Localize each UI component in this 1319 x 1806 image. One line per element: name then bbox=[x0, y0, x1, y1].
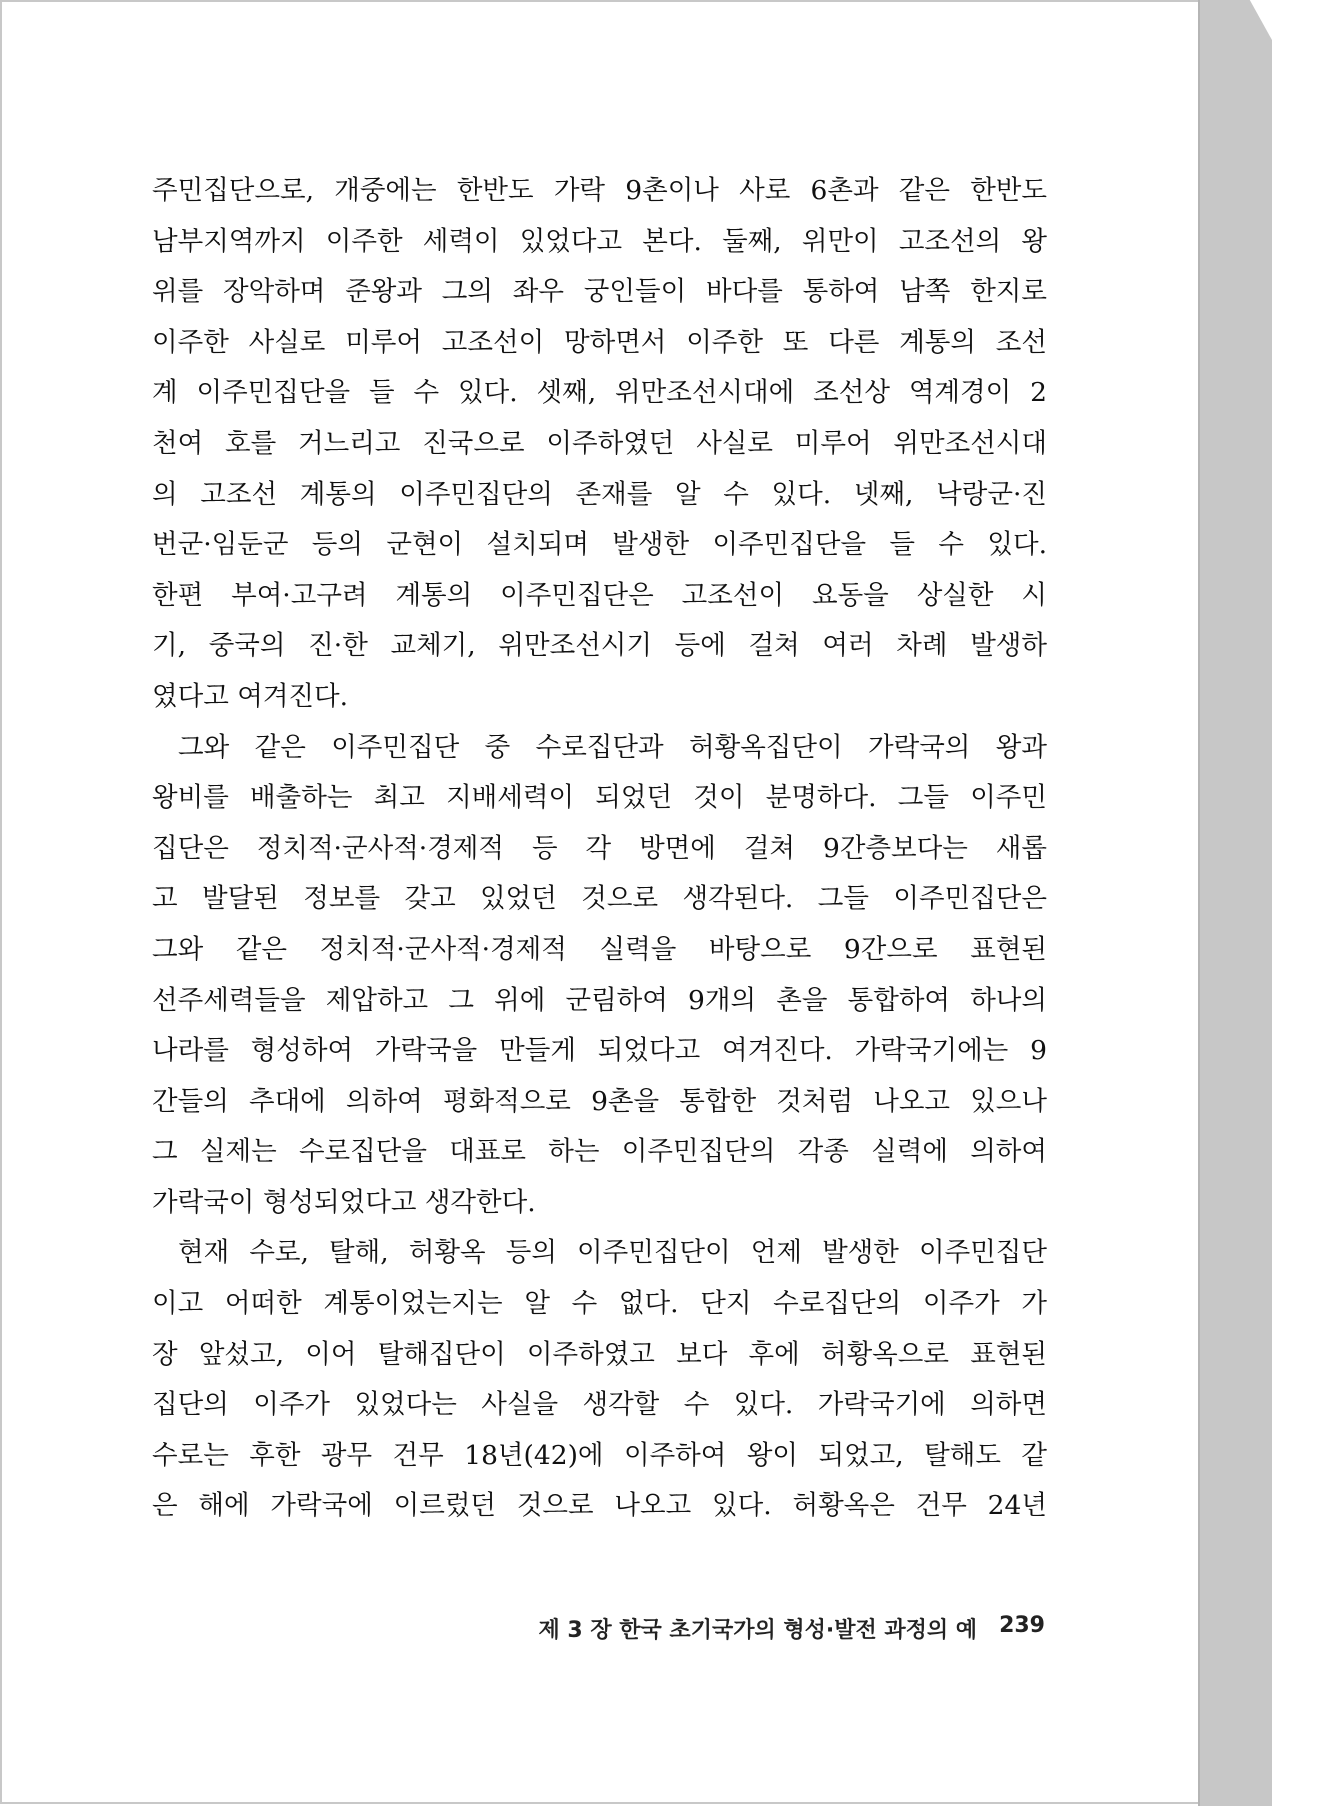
text-line: 가락국이 형성되었다고 생각한다. bbox=[152, 1186, 536, 1218]
running-footer bbox=[492, 1613, 1045, 1644]
paragraph-2 bbox=[152, 723, 1047, 1229]
text-line: 번군·임둔군 등의 군현이 설치되며 발생한 이주민집단을 들 수 있다. bbox=[152, 529, 1047, 561]
text-line: 현재 수로, 탈해, 허황옥 등의 이주민집단이 언제 발생한 이주민집단 bbox=[178, 1237, 1047, 1269]
text-line: 남부지역까지 이주한 세력이 있었다고 본다. 둘째, 위만이 고조선의 왕 bbox=[152, 225, 1047, 257]
text-line: 주민집단으로, 개중에는 한반도 가락 9촌이나 사로 6촌과 같은 한반도 bbox=[152, 175, 1047, 206]
text-line: 위를 장악하며 준왕과 그의 좌우 궁인들이 바다를 통하여 남쪽 한지로 bbox=[152, 276, 1047, 308]
book-spine bbox=[1198, 0, 1272, 1806]
text-line: 은 해에 가락국에 이르렀던 것으로 나오고 있다. 허황옥은 건무 24년 bbox=[152, 1490, 1047, 1522]
text-line: 간들의 추대에 의하여 평화적으로 9촌을 통합한 것처럼 나오고 있으나 bbox=[152, 1085, 1047, 1117]
text-line: 이주한 사실로 미루어 고조선이 망하면서 이주한 또 다른 계통의 조선 bbox=[152, 326, 1047, 358]
text-line: 의 고조선 계통의 이주민집단의 존재를 알 수 있다. 넷째, 낙랑군·진 bbox=[152, 478, 1047, 510]
text-line: 고 발달된 정보를 갖고 있었던 것으로 생각된다. 그들 이주민집단은 bbox=[152, 883, 1047, 915]
text-line: 나라를 형성하여 가락국을 만들게 되었다고 여겨진다. 가락국기에는 9 bbox=[152, 1035, 1047, 1067]
text-line: 선주세력들을 제압하고 그 위에 군림하여 9개의 촌을 통합하여 하나의 bbox=[152, 984, 1047, 1016]
text-line: 장 앞섰고, 이어 탈해집단이 이주하였고 보다 후에 허황옥으로 표현된 bbox=[152, 1338, 1047, 1370]
text-line: 집단은 정치적·군사적·경제적 등 각 방면에 걸쳐 9간층보다는 새롭 bbox=[152, 832, 1047, 864]
text-line: 기, 중국의 진·한 교체기, 위만조선시기 등에 걸쳐 여러 차례 발생하 bbox=[152, 630, 1047, 662]
text-line: 한편 부여·고구려 계통의 이주민집단은 고조선이 요동을 상실한 시 bbox=[152, 579, 1047, 611]
text-line: 집단의 이주가 있었다는 사실을 생각할 수 있다. 가락국기에 의하면 bbox=[152, 1389, 1047, 1421]
text-line: 이고 어떠한 계통이었는지는 알 수 없다. 단지 수로집단의 이주가 가 bbox=[152, 1288, 1047, 1320]
chapter-title: 제 3 장 한국 초기국가의 형성·발전 과정의 예 bbox=[538, 1618, 978, 1643]
text-line: 그와 같은 이주민집단 중 수로집단과 허황옥집단이 가락국의 왕과 bbox=[178, 731, 1047, 763]
page-number: 239 bbox=[999, 1613, 1045, 1638]
text-line: 수로는 후한 광무 건무 18년(42)에 이주하여 왕이 되었고, 탈해도 같 bbox=[152, 1439, 1047, 1471]
text-line: 계 이주민집단을 들 수 있다. 셋째, 위만조선시대에 조선상 역계경이 2 bbox=[152, 377, 1047, 409]
paragraph-1 bbox=[152, 166, 1047, 723]
paragraph-3 bbox=[152, 1228, 1047, 1532]
text-line: 그 실제는 수로집단을 대표로 하는 이주민집단의 각종 실력에 의하여 bbox=[152, 1136, 1047, 1168]
spine-edge bbox=[1198, 0, 1200, 1806]
text-line: 였다고 여겨진다. bbox=[152, 680, 349, 712]
text-line: 천여 호를 거느리고 진국으로 이주하였던 사실로 미루어 위만조선시대 bbox=[152, 427, 1047, 459]
body-text bbox=[152, 166, 1047, 1532]
text-line: 왕비를 배출하는 최고 지배세력이 되었던 것이 분명하다. 그들 이주민 bbox=[152, 782, 1047, 814]
text-line: 그와 같은 정치적·군사적·경제적 실력을 바탕으로 9간으로 표현된 bbox=[152, 933, 1047, 965]
